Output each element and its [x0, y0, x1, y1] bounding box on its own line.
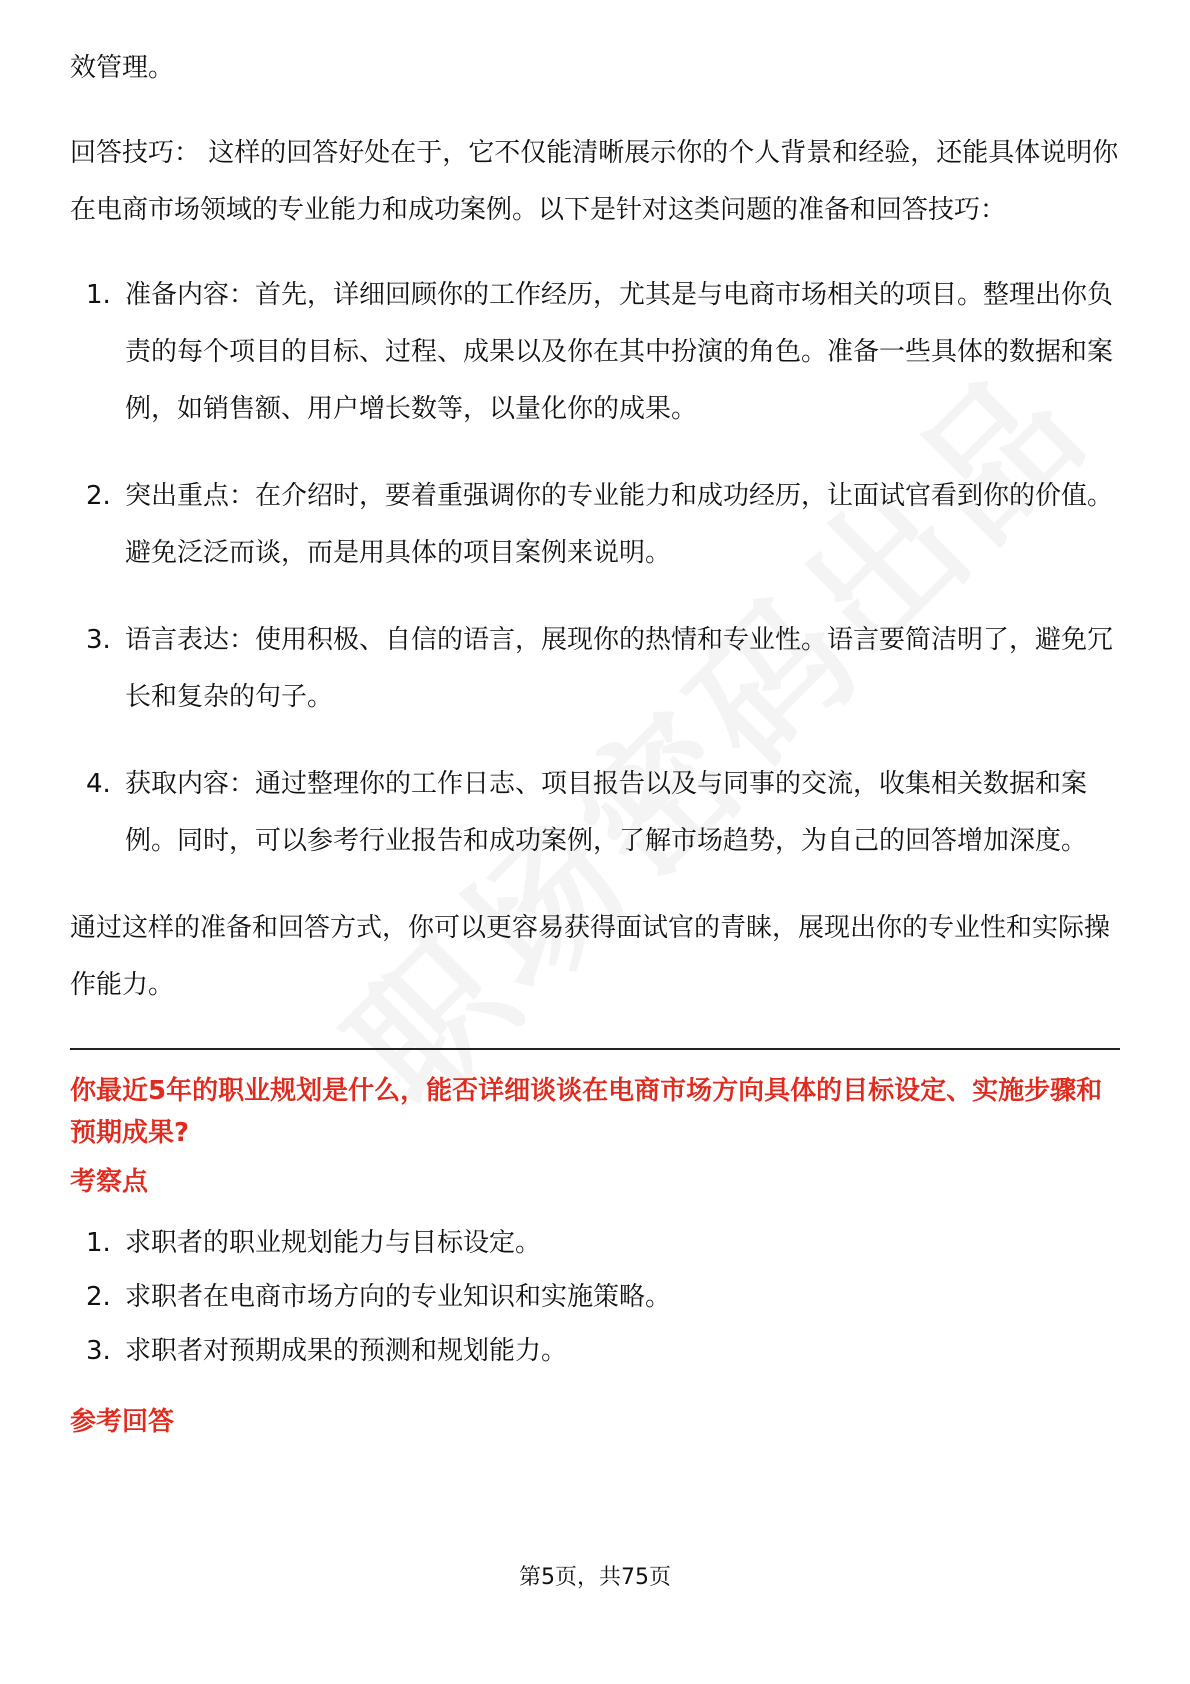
- list-item: [70, 756, 1120, 870]
- list-item: [70, 1324, 1120, 1378]
- list-item: [70, 468, 1120, 582]
- list-item-text: 语言表达：使用积极、自信的语言，展现你的热情和专业性。语言要简洁明了，避免冗长和复杂的句子。: [125, 625, 1114, 712]
- assessment-points-list: [70, 1216, 1120, 1378]
- document-page: [70, 40, 1120, 1456]
- section-divider: [70, 1048, 1120, 1050]
- tips-steps-list: [70, 267, 1120, 870]
- spacer: [70, 239, 1120, 267]
- list-item: [70, 612, 1120, 726]
- list-item: [70, 1216, 1120, 1270]
- list-item-text: 突出重点：在介绍时，要着重强调你的专业能力和成功经历，让面试官看到你的价值。避免泛泛而谈，而是用具体的项目案例来说明。: [125, 481, 1114, 568]
- page-number-footer: 第5页，共75页: [519, 1565, 671, 1590]
- list-number: 1.: [86, 280, 111, 310]
- list-number: 1.: [86, 1228, 111, 1258]
- list-number: 2.: [86, 481, 111, 511]
- answer-tips-paragraph: 回答技巧： 这样的回答好处在于，它不仅能清晰展示你的个人背景和经验，还能具体说明你在电商市场领域的专业能力和成功案例。以下是针对这类问题的准备和回答技巧：: [70, 138, 1119, 225]
- list-item: [70, 1270, 1120, 1324]
- list-number: 3.: [86, 1336, 111, 1366]
- list-item-text: 求职者对预期成果的预测和规划能力。: [125, 1336, 568, 1366]
- conclusion-paragraph: 通过这样的准备和回答方式，你可以更容易获得面试官的青睐，展现出你的专业性和实际操作能力。: [70, 913, 1111, 1000]
- intro-line: 效管理。: [70, 53, 175, 83]
- list-number: 2.: [86, 1282, 111, 1312]
- list-item-text: 求职者的职业规划能力与目标设定。: [125, 1228, 542, 1258]
- question-heading: 你最近5年的职业规划是什么，能否详细谈谈在电商市场方向具体的目标设定、实施步骤和预期成果?: [70, 1076, 1103, 1148]
- reference-answer-title: 参考回答: [70, 1407, 175, 1437]
- list-item-text: 求职者在电商市场方向的专业知识和实施策略。: [125, 1282, 672, 1312]
- list-item-text: 获取内容：通过整理你的工作日志、项目报告以及与同事的交流，收集相关数据和案例。同时，可以参考行业报告和成功案例，了解市场趋势，为自己的回答增加深度。: [125, 769, 1088, 856]
- list-item: [70, 267, 1120, 438]
- list-item-text: 准备内容：首先，详细回顾你的工作经历，尤其是与电商市场相关的项目。整理出你负责的每个项目的目标、过程、成果以及你在其中扮演的角色。准备一些具体的数据和案例，如销售额、用户增长数等，以量化你的成果。: [125, 280, 1114, 424]
- spacer: [70, 97, 1120, 125]
- list-number: 3.: [86, 625, 111, 655]
- list-number: 4.: [86, 769, 111, 799]
- assessment-title: 考察点: [70, 1167, 149, 1197]
